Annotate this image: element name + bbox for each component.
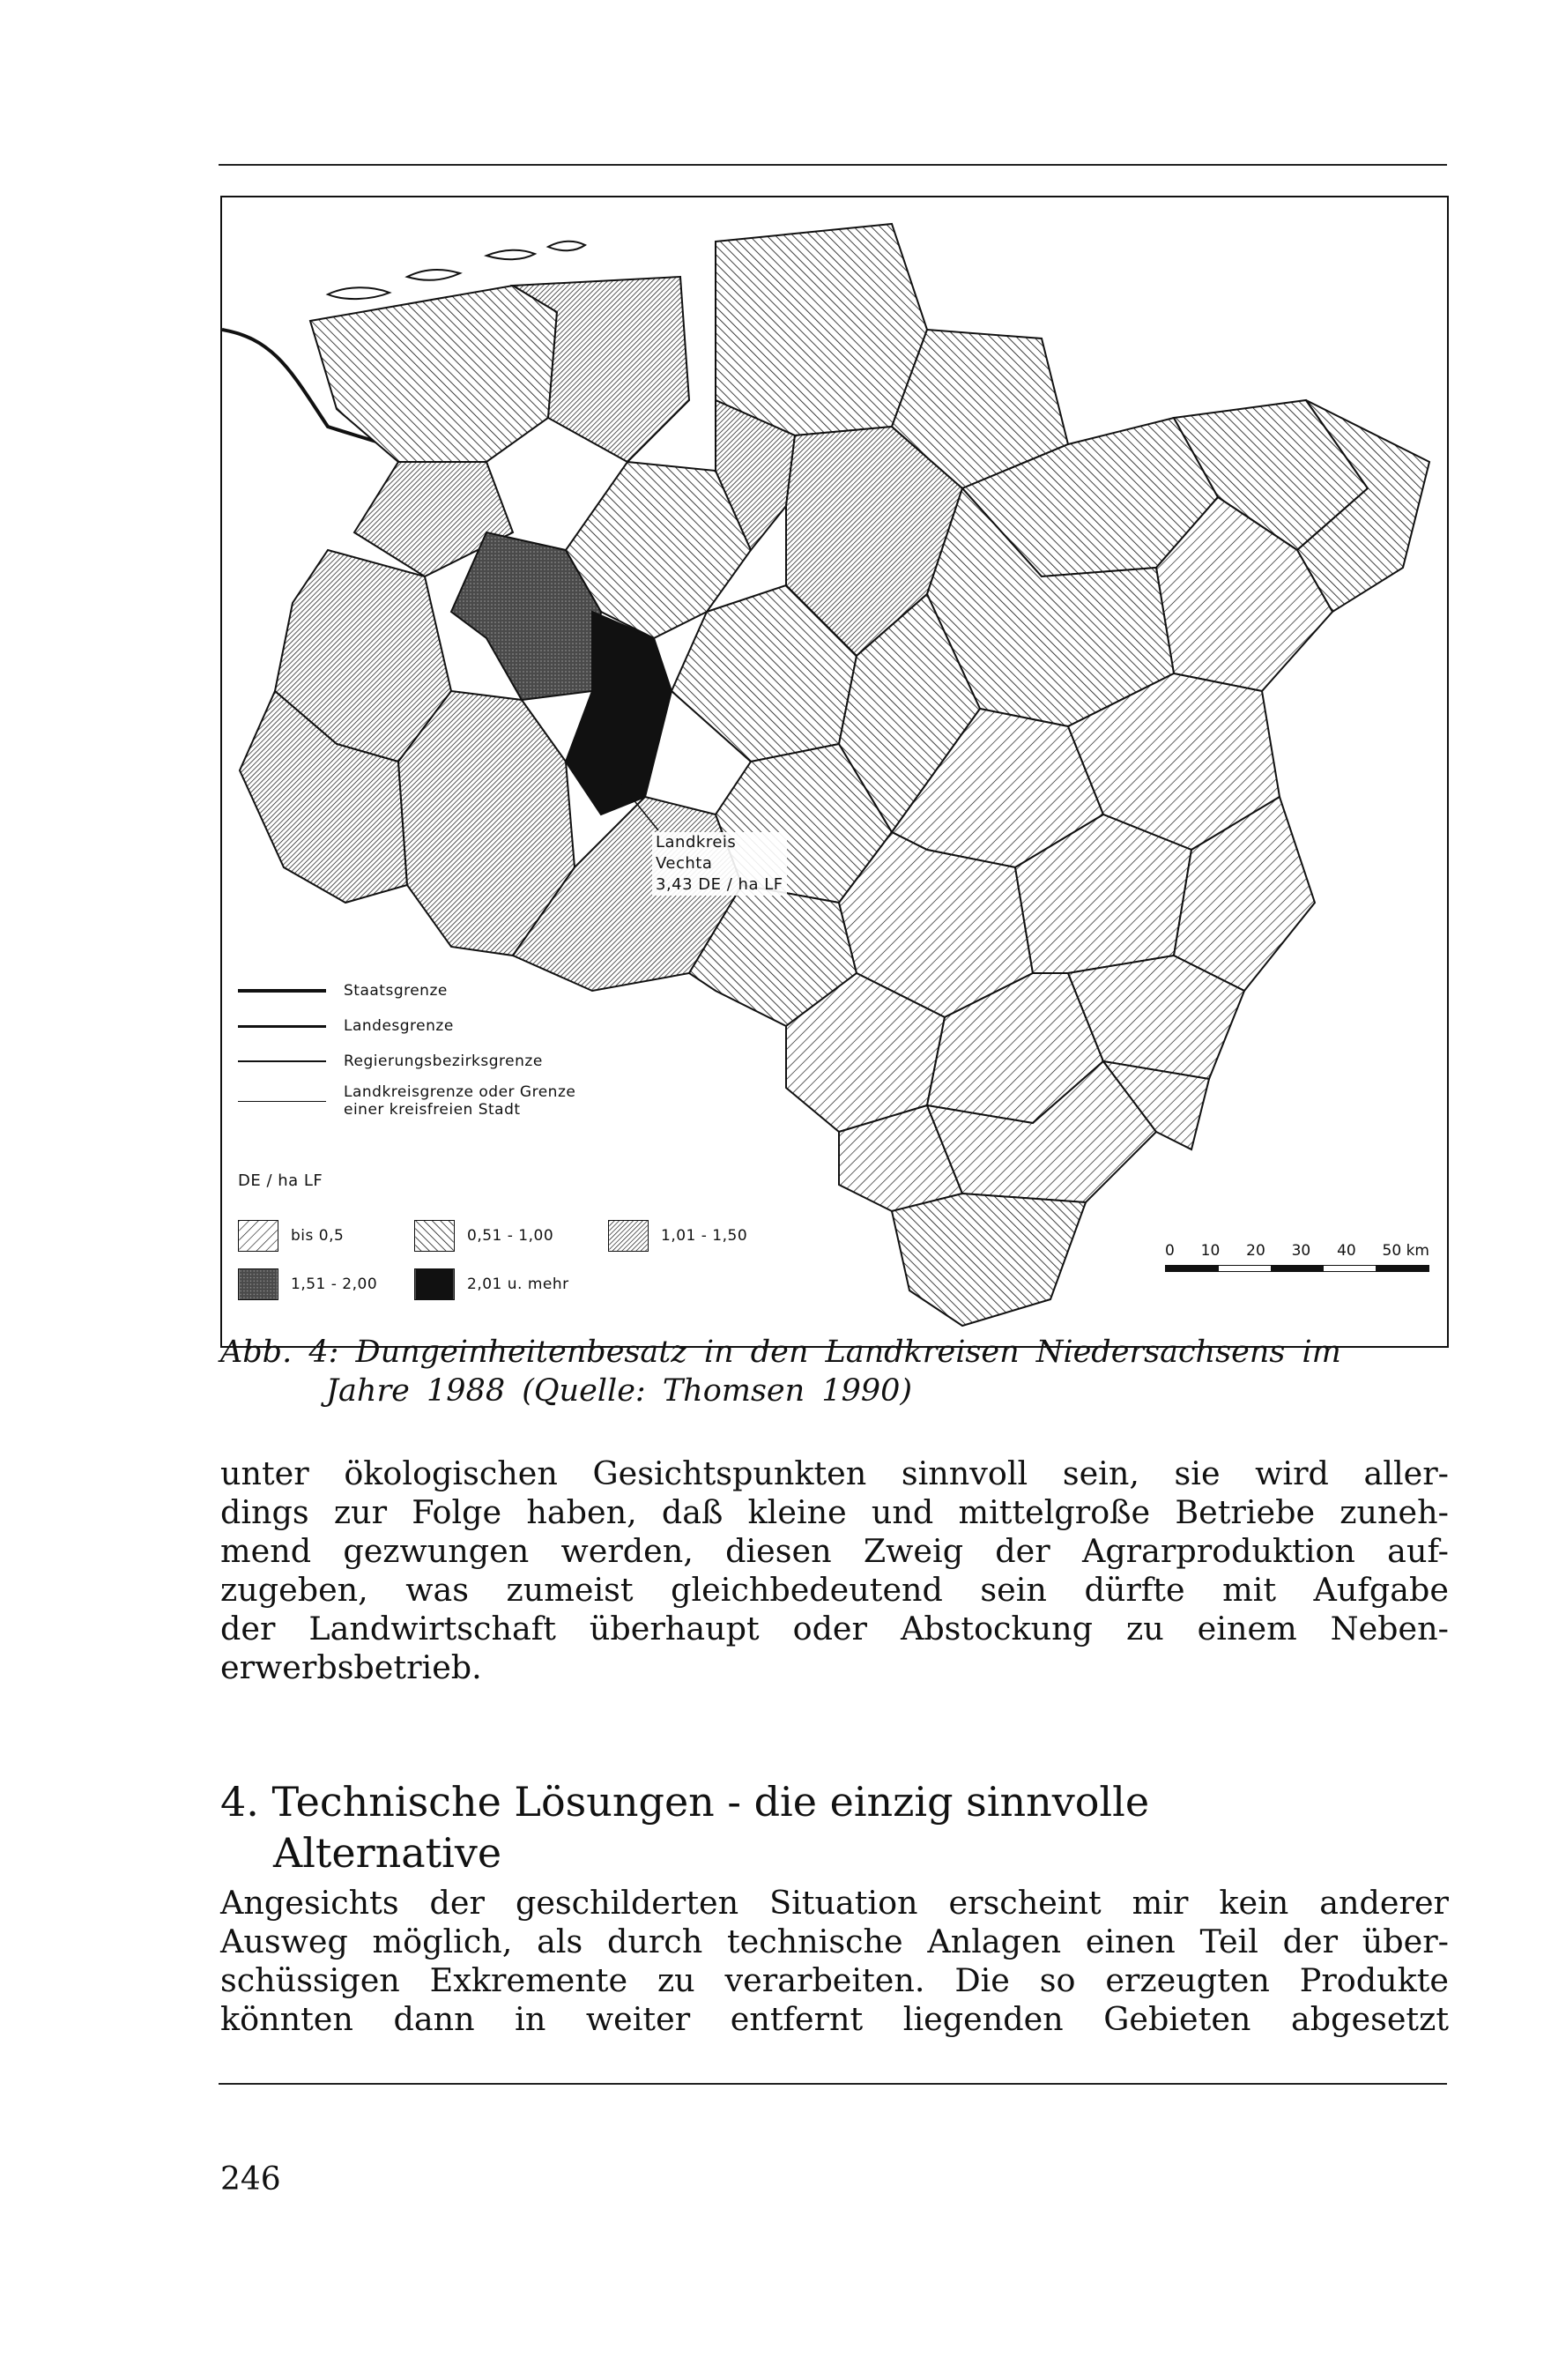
class-label: 2,01 u. mehr [467, 1276, 569, 1293]
boundary-legend [238, 973, 696, 1123]
legend-line-swatch [238, 989, 326, 993]
figure-caption [220, 1333, 1449, 1410]
paragraph-2 [220, 1884, 1449, 2039]
text-line: zugeben, was zumeist gleichbedeutend sein dürfte mit Aufgabe [220, 1571, 1449, 1609]
text-line: der Landwirtschaft überhaupt oder Abstockung zu einem Neben- [220, 1610, 1449, 1647]
pattern-swatch-dense-hatch [608, 1220, 649, 1252]
class-item [414, 1220, 553, 1252]
legend-landesgrenze [238, 1008, 696, 1044]
district-goettingen [892, 1194, 1086, 1326]
legend-line-label: Regierungsbezirksgrenze [344, 1052, 543, 1070]
pattern-swatch-forward-hatch [238, 1220, 278, 1252]
heading-line1: 4. Technische Lösungen - die einzig sinnvolle [220, 1778, 1150, 1826]
pattern-swatch-dark-dots [238, 1268, 278, 1300]
caption-line2: Jahre 1988 (Quelle: Thomsen 1990) [326, 1373, 913, 1409]
class-label: bis 0,5 [291, 1227, 345, 1245]
class-label: 1,51 - 2,00 [291, 1276, 378, 1293]
legend-line-label: Staatsgrenze [344, 982, 448, 1000]
figure-map [220, 196, 1449, 1348]
scale-tick: 40 [1337, 1242, 1356, 1260]
class-item [414, 1268, 569, 1300]
heading-line2: Alternative [273, 1829, 502, 1877]
island-3 [486, 250, 535, 260]
section-heading [220, 1776, 1149, 1878]
top-rule [219, 164, 1447, 166]
text-line: dings zur Folge haben, daß kleine und mittelgroße Betriebe zuneh- [220, 1493, 1449, 1531]
class-label: 1,01 - 1,50 [661, 1227, 748, 1245]
paragraph-1 [220, 1454, 1449, 1687]
class-item [238, 1268, 377, 1300]
scale-tick: 30 [1291, 1242, 1311, 1260]
legend-regierungsbezirksgrenze [238, 1044, 696, 1079]
scale-tick: 50 km [1382, 1242, 1429, 1260]
district-cuxhaven [716, 224, 927, 435]
callout-line1: Landkreis [656, 833, 737, 852]
text-line: könnten dann in weiter entfernt liegenden Gebieten abgesetzt [220, 2000, 1449, 2038]
caption-line1: Abb. 4: Dungeinheitenbesatz in den Landkreisen Niedersachsens im [220, 1335, 1341, 1370]
island-2 [407, 270, 460, 280]
scale-tick: 20 [1246, 1242, 1265, 1260]
legend-line-label: Landesgrenze [344, 1017, 454, 1035]
legend-line-label-1: Landkreisgrenze oder Grenze [344, 1083, 576, 1101]
text-line: erwerbsbetrieb. [220, 1648, 482, 1686]
legend-line-label [344, 1083, 575, 1119]
legend-line-swatch [238, 1025, 326, 1028]
scale-bar [1165, 1242, 1429, 1272]
legend-unit-label: DE / ha LF [238, 1171, 323, 1190]
legend-line-swatch [238, 1060, 326, 1062]
text-line: mend gezwungen werden, diesen Zweig der Agrarproduktion auf- [220, 1532, 1449, 1570]
class-label: 0,51 - 1,00 [467, 1227, 554, 1245]
vechta-callout [652, 832, 787, 896]
scale-tick: 0 [1165, 1242, 1175, 1260]
class-item [608, 1220, 747, 1252]
scale-ticks [1165, 1242, 1429, 1260]
legend-landkreisgrenze [238, 1079, 696, 1123]
scale-tick: 10 [1200, 1242, 1221, 1260]
legend-line-label-2: einer kreisfreien Stadt [344, 1101, 521, 1119]
legend-staatsgrenze [238, 973, 696, 1008]
page-number: 246 [220, 2161, 281, 2198]
text-line: schüssigen Exkremente zu verarbeiten. Die so erzeugten Produkte [220, 1961, 1449, 1999]
legend-line-swatch [238, 1101, 326, 1102]
callout-line3: 3,43 DE / ha LF [656, 875, 783, 894]
island-4 [548, 242, 585, 251]
district-north-west [310, 286, 557, 462]
class-item [238, 1220, 344, 1252]
text-line: Ausweg möglich, als durch technische Anlagen einen Teil der über- [220, 1923, 1449, 1960]
bottom-rule [219, 2083, 1447, 2085]
island-1 [328, 287, 390, 299]
pattern-swatch-back-hatch [414, 1220, 455, 1252]
scale-bar-graphic [1165, 1265, 1429, 1272]
text-line: unter ökologischen Gesichtspunkten sinnvoll sein, sie wird aller- [220, 1454, 1449, 1492]
text-line: Angesichts der geschilderten Situation erscheint mir kein anderer [220, 1884, 1449, 1922]
callout-line2: Vechta [656, 854, 713, 873]
niedersachsen-map [222, 197, 1451, 1350]
pattern-swatch-solid [414, 1268, 455, 1300]
